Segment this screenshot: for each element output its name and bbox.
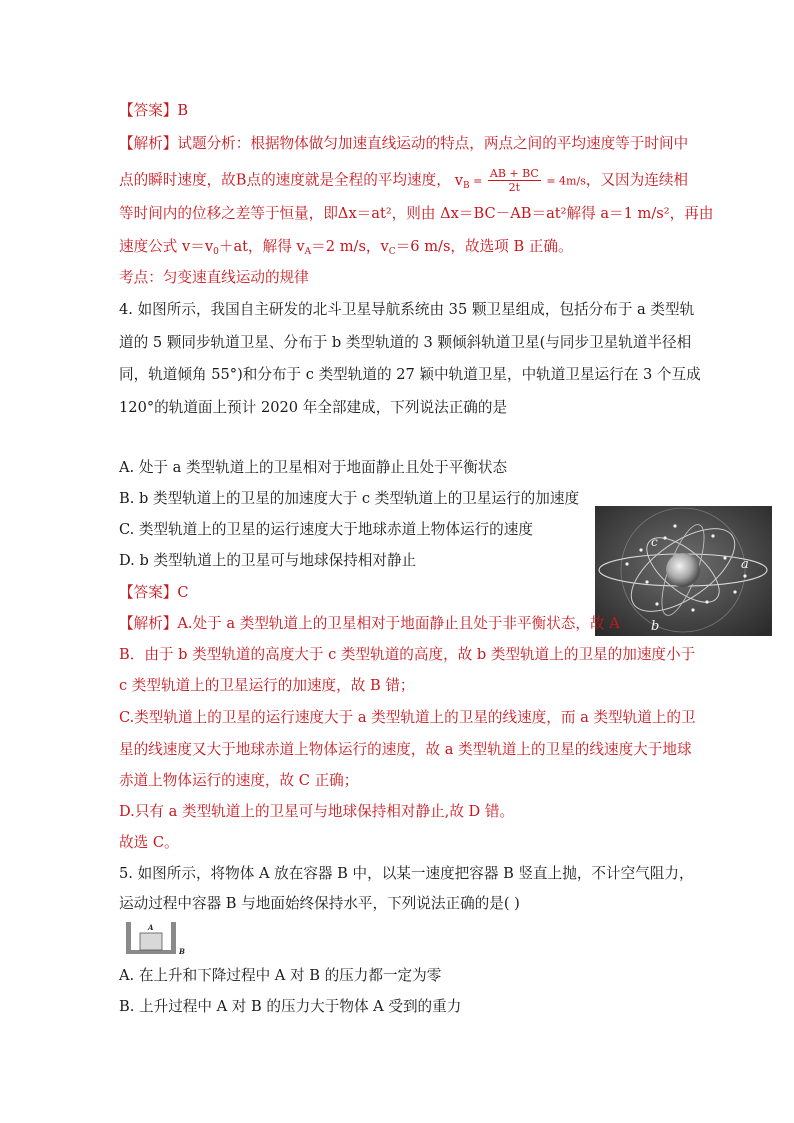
q4-analysis-line-3: c 类型轨道上的卫星运行的加速度，故 B 错； — [119, 677, 415, 694]
object-a-block — [140, 933, 162, 950]
analysis-text: ＋at，解得 v — [218, 238, 305, 255]
answer-tag: 【答案】 — [119, 584, 178, 601]
analysis-text: 点的瞬时速度，故B点的速度就是全程的平均速度， — [119, 171, 451, 189]
label-a: A — [148, 923, 154, 932]
q4-stem-line-3: 同，轨道倾角 55°)和分布于 c 类型轨道的 27 颖中轨道卫星，中轨道卫星运行在 3 个互成 — [119, 366, 701, 383]
satellite-orbit-figure — [595, 506, 772, 636]
q4-analysis-line-1 — [119, 614, 620, 634]
answer-tag: 【答案】 — [119, 102, 178, 119]
analysis-text: ＝2 m/s，v — [311, 238, 389, 255]
q4-option-d: D. b 类型轨道上的卫星可与地球保持相对静止 — [119, 552, 417, 569]
q4-answer — [119, 583, 189, 603]
container-right-wall — [171, 922, 176, 952]
label-b: b — [651, 619, 660, 634]
container-bottom — [126, 950, 176, 954]
analysis-text: 试题分析：根据物体做匀加速直线运动的特点，两点之间的平均速度等于时间中 — [177, 135, 689, 152]
subscript: 0 — [213, 247, 219, 257]
formula-eq: = — [469, 174, 486, 188]
formula-result: = 4m/s — [542, 174, 586, 188]
label-a: a — [741, 557, 749, 572]
subscript: A — [304, 247, 312, 257]
container-left-wall — [126, 922, 131, 952]
q4-analysis-line-4: C.类型轨道上的卫星的运行速度大于 a 类型轨道上的卫星的线速度，而 a 类型轨道上的卫 — [119, 709, 696, 726]
formula-fraction — [488, 167, 541, 194]
analysis-tag: 【解析】 — [119, 615, 178, 632]
q5-stem-line-1: 5. 如图所示，将物体 A 放在容器 B 中，以某一速度把容器 B 竖直上抛，不计空气阻力， — [119, 865, 694, 882]
q3-answer — [119, 101, 188, 121]
q4-analysis-line-5: 星的线速度又大于地球赤道上物体运行的速度，故 a 类型轨道上的卫星的线速度大于地球 — [119, 741, 692, 758]
analysis-text: ，又因为连续相 — [585, 171, 689, 189]
formula-subscript: B — [463, 180, 470, 191]
q5-stem-line-2: 运动过程中容器 B 与地面始终保持水平，下列说法正确的是( ) — [119, 895, 520, 912]
q4-option-c: C. 类型轨道上的卫星的运行速度大于地球赤道上物体运行的速度 — [119, 521, 533, 538]
label-b: B — [179, 947, 185, 956]
q3-kaodian: 考点：匀变速直线运动的规律 — [119, 269, 309, 286]
fraction-denominator: 2t — [508, 181, 521, 194]
q4-analysis-line-7: D.只有 a 类型轨道上的卫星可与地球保持相对静止,故 D 错。 — [119, 803, 515, 820]
analysis-text: A.处于 a 类型轨道上的卫星相对于地面静止且处于非平衡状态，故 A — [177, 615, 620, 632]
subscript: C — [388, 247, 396, 257]
q4-conclusion: 故选 C。 — [119, 834, 179, 851]
q4-analysis-line-6: 赤道上物体运行的速度，故 C 正确； — [119, 772, 359, 789]
q5-option-b: B. 上升过程中 A 对 B 的压力大于物体 A 受到的重力 — [119, 998, 462, 1015]
formula-vb — [455, 172, 470, 189]
q4-stem-line-2: 道的 5 颗同步轨道卫星、分布于 b 类型轨道的 3 颗倾斜轨道卫星(与同步卫星轨道半径相 — [119, 334, 692, 351]
analysis-text: 速度公式 v＝v — [119, 238, 214, 255]
q4-option-a: A. 处于 a 类型轨道上的卫星相对于地面静止且处于平衡状态 — [119, 459, 508, 476]
earth-icon — [666, 553, 700, 587]
answer-value: B — [177, 102, 189, 119]
q4-analysis-line-2: B．由于 b 类型轨道的高度大于 c 类型轨道的高度，故 b 类型轨道上的卫星的加速度小于 — [119, 646, 696, 663]
label-c: c — [651, 535, 658, 549]
analysis-text: ＝6 m/s，故选项 B 正确。 — [395, 238, 573, 255]
q3-analysis-line-4 — [119, 237, 573, 262]
container-figure — [124, 920, 194, 956]
fraction-numerator: AB + BC — [489, 167, 539, 180]
q3-analysis-line-3: 等时间内的位移之差等于恒量，即Δx＝at²，则由 Δx＝BC－AB＝at²解得 a＝1 m/s²，再由 — [119, 205, 714, 222]
analysis-tag: 【解析】 — [119, 135, 178, 152]
q5-option-a: A. 在上升和下降过程中 A 对 B 的压力都一定为零 — [119, 967, 442, 984]
q4-stem-line-1: 4. 如图所示，我国自主研发的北斗卫星导航系统由 35 颗卫星组成，包括分布于 a 类型轨 — [119, 301, 695, 318]
q4-option-b: B. b 类型轨道上的卫星的加速度大于 c 类型轨道上的卫星运行的加速度 — [119, 490, 580, 507]
q4-stem-line-4: 120°的轨道面上预计 2020 年全部建成，下列说法正确的是 — [119, 399, 508, 416]
answer-value: C — [177, 584, 189, 601]
q3-analysis-line-1 — [119, 134, 688, 154]
formula-var: v — [454, 171, 464, 189]
q3-analysis-line-2 — [119, 167, 688, 196]
